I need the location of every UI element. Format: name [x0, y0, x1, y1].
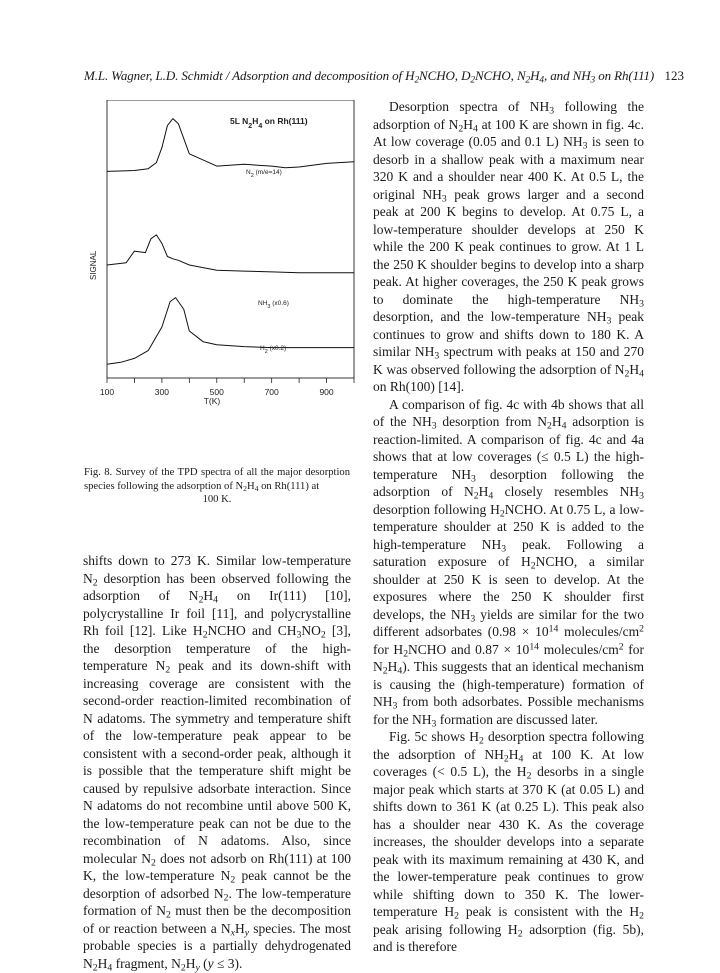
series-label-n2: $N_2$ (m/e=14) [246, 169, 282, 179]
x-tick-label: 100 [99, 387, 115, 397]
right-column-paragraph-3: Fig. 5c shows $H_2$ desorption spectra following the adsorption of $NH_2H_4$ at 100 K. At low coverages (< 0.5 L), the $H_2$ desorbs in a single major peak which starts at 370 K (at 0.05 L) and shifts down to 361 K (at 0.25 L). This peak also has a shoulder near 430 K. As the coverage increases, the shoulder develops into a separate peak with its maximum remaining at 430 K, and the lower-temperature peak continues to grow while shifting down to 350 K. The lower-temperature $H_2$ peak is consistent with the $H_2$ peak arising following $H_2$ adsorption (fig. 5b), and is therefore [373, 729, 644, 954]
series-line-n2 [107, 119, 354, 172]
left-column-paragraph-1: shifts down to 273 K. Similar low-temperature $N_2$ desorption has been observed following the adsorption of $N_2H_4$ on Ir(111) [10], polycrystalline Ir foil [11], and polycrystalline Rh foil [12]. Like $H_2NCHO$ and $CH_3NO_2$ [3], the desorption temperature of the high-temperature $N_2$ peak and its down-shift with increasing coverage are consistent with the second-order reaction-limited recombination of N adatoms. The symmetry and temperature shift of the low-temperature peak appear to be consistent with a second-order peak, although it is possible that the temperature shift might be caused by repulsive adsorbate interaction. Since N adatoms do not recombine until above 500 K, the low-temperature peak can not be due to the recombination of N adatoms. Also, since molecular $N_2$ does not adsorb on Rh(111) at 100 K, the low-temperature $N_2$ peak cannot be the desorption of adsorbed $N_2$. The low-temperature formation of $N_2$ must then be the decomposition of or reaction between a $N_xH_y$ species. The most probable species is a partially dehydrogenated $N_2H_4$ fragment, $N_2H_y$ (y ≤ 3). [83, 553, 352, 973]
right-column [373, 98, 644, 956]
right-column-paragraph-2: A comparison of fig. 4c with 4b shows that all of the $NH_3$ desorption from $N_2H_4$ adsorption is reaction-limited. A comparison of fig. 4c and 4a shows that at low coverages (≤ 0.5 L) the high-temperature $NH_3$ desorption following the adsorption of $N_2H_4$ closely resembles $NH_3$ desorption following $H_2NCHO$. At 0.75 L, a low-temperature shoulder at 250 K is added to the high-temperature $NH_3$ peak. Following a saturation exposure of $H_2NCHO$, a similar shoulder at 250 K is seen to develop. At the exposures where the 250 K shoulder first develops, the $NH_3$ yields are similar for the two different adsorbates ($0.98 \times 10^{14}$ molecules/$cm^2$ for $H_2NCHO$ and $0.87 \times 10^{14}$ molecules/$cm^2$ for $N_2H_4$). This suggests that an identical mechanism is causing the (high-temperature) formation of $NH_3$ from both adsorbates. Possible mechanisms for the $NH_3$ formation are discussed later. [373, 396, 645, 729]
series-label-h2: $H_2$ (x0.2) [260, 345, 287, 355]
chart-title: 5L $N_2H_4$ on Rh(111) [230, 116, 308, 130]
right-column-paragraph-1: Desorption spectra of $NH_3$ following the adsorption of $N_2H_4$ at 100 K are shown in fig. 4c. At low coverage (0.05 and 0.1 L) $NH_3$ is seen to desorb in a shallow peak with a maximum near 320 K and a shoulder near 400 K. At 0.5 L, the original $NH_3$ peak grows larger and a second peak at 200 K begins to develop. At 0.75 L, a low-temperature shoulder develops at 250 K while the 200 K peak continues to grow. At 1 L the 250 K shoulder begins to develop into a sharp peak. At higher coverages, the 250 K peak grows to dominate the high-temperature $NH_3$ desorption, and the low-temperature $NH_3$ peak continues to grow and shifts down to 180 K. A similar $NH_3$ spectrum with peaks at 150 and 270 K was observed following the adsorption of $N_2H_4$ on Rh(100) [14]. [373, 99, 645, 394]
figure-8 [84, 100, 360, 462]
series-line-h2 [107, 298, 354, 365]
x-tick-label: 700 [264, 387, 279, 397]
x-tick-label: 300 [154, 387, 169, 397]
x-tick-label: 500 [209, 387, 224, 397]
y-axis-label: SIGNAL [89, 250, 98, 280]
page-number: 123 [664, 68, 684, 83]
figure-caption: Fig. 8. Survey of the TPD spectra of all the major desorption species following the adsorption of $N_2H_4$ on Rh(111) at 100 K. [84, 467, 350, 505]
left-column [83, 552, 351, 972]
tpd-spectra-chart [84, 100, 360, 462]
plot-frame [107, 100, 354, 378]
x-tick-labels [100, 387, 334, 397]
series-label-nh3: $NH_3$ (x0.6) [258, 300, 289, 310]
running-header [84, 68, 684, 88]
x-axis-label: T(K) [203, 396, 221, 406]
series-line-nh3 [107, 235, 354, 273]
running-head: M.L. Wagner, L.D. Schmidt / Adsorption and decomposition of $H_2NCHO$, $D_2NCHO$, $N_2H_4$, and $NH_3$ on Rh(111) [84, 68, 655, 86]
x-ticks [107, 378, 354, 383]
x-tick-label: 900 [319, 387, 334, 397]
series-lines [107, 119, 354, 365]
